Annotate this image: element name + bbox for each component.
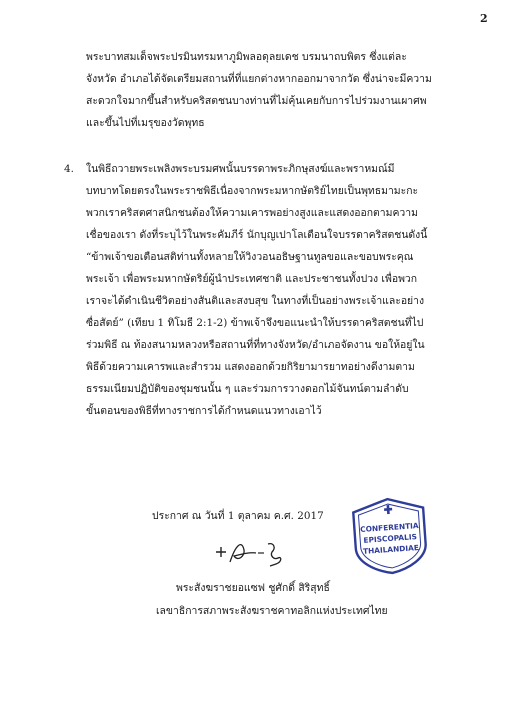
text-line: ซื่อสัตย์” (เทียบ 1 ทิโมธี 2:1-2) ข้าพเจ้าจึงขอแนะนำให้บรรดาคริสตชนที่ไป (86, 317, 424, 329)
text-line: พระบาทสมเด็จพระปรมินทรมหาภูมิพลอดุลยเดช บรมนาถบพิตร ซึ่งแต่ละ (86, 51, 407, 63)
seal-text-line-1: CONFERENTIA (359, 520, 419, 535)
text-line: พระเจ้า เพื่อพระมหากษัตริย์ผู้นำประเทศชาติ และประชาชนทั้งปวง เพื่อพวก (86, 273, 418, 285)
text-line: ในพิธีถวายพระเพลิงพระบรมศพนั้นบรรดาพระภิกษุสงฆ์และพราหมณ์มี (86, 163, 395, 175)
signer-name: พระสังฆราชยอแซฟ ชูศักดิ์ สิริสุทธิ์ (176, 582, 330, 594)
text-line: พิธีด้วยความเคารพและสำรวม แสดงออกด้วยกิริยามารยาทอย่างดีงามตาม (86, 361, 415, 373)
text-line: และขึ้นไปที่เมรุของวัดพุทธ (86, 117, 205, 129)
seal-text-line-3: THAILANDIAE (362, 543, 420, 556)
continued-paragraph (86, 46, 484, 134)
seal-text-line-2: EPISCOPALIS (363, 532, 418, 545)
text-line: ร่วมพิธี ณ ท้องสนามหลวงหรือสถานที่ที่ทางจังหวัด/อำเภอจัดงาน ขอให้อยู่ใน (86, 339, 425, 351)
text-line: จังหวัด อำเภอได้จัดเตรียมสถานที่ที่แยกต่างหากออกมาจากวัด ซึ่งน่าจะมีความ (86, 73, 432, 85)
text-line: “ข้าพเจ้าขอเตือนสติท่านทั้งหลายให้วิงวอนอธิษฐานทูลขอและขอบพระคุณ (86, 251, 414, 263)
episcopal-conference-seal-icon (349, 496, 431, 576)
text-line: เราจะได้ดำเนินชีวิตอย่างสันติและสงบสุข ในทางที่เป็นอย่างพระเจ้าและอย่าง (86, 295, 425, 307)
text-line: ขั้นตอนของพิธีที่ทางราชการได้กำหนดแนวทางเอาไว้ (86, 405, 322, 417)
text-line: ธรรมเนียมปฏิบัติของชุมชนนั้น ๆ และร่วมการวางดอกไม้จันทน์ตามลำดับ (86, 383, 409, 395)
announcement-date: ประกาศ ณ วันที่ 1 ตุลาคม ค.ศ. 2017 (152, 510, 324, 522)
text-line: บทบาทโดยตรงในพระราชพิธีเนื่องจากพระมหากษัตริย์ไทยเป็นพุทธมามะกะ (86, 185, 419, 197)
item-4-paragraph (86, 158, 484, 422)
signer-title: เลขาธิการสภาพระสังฆราชคาทอลิกแห่งประเทศไทย (156, 605, 388, 617)
text-line: สะดวกใจมากขึ้นสำหรับคริสตชนบางท่านที่ไม่คุ้นเคยกับการไปร่วมงานเผาศพ (86, 95, 427, 107)
list-number-4: 4. (64, 163, 74, 175)
page-number: 2 (480, 12, 488, 25)
handwritten-signature (212, 536, 288, 570)
text-line: เชื่อของเรา ดังที่ระบุไว้ในพระคัมภีร์ นักบุญเปาโลเตือนใจบรรดาคริสตชนดังนี้ (86, 229, 428, 241)
text-line: พวกเราคริสตศาสนิกชนต้องให้ความเคารพอย่างสูงและแสดงออกตามความ (86, 207, 418, 219)
